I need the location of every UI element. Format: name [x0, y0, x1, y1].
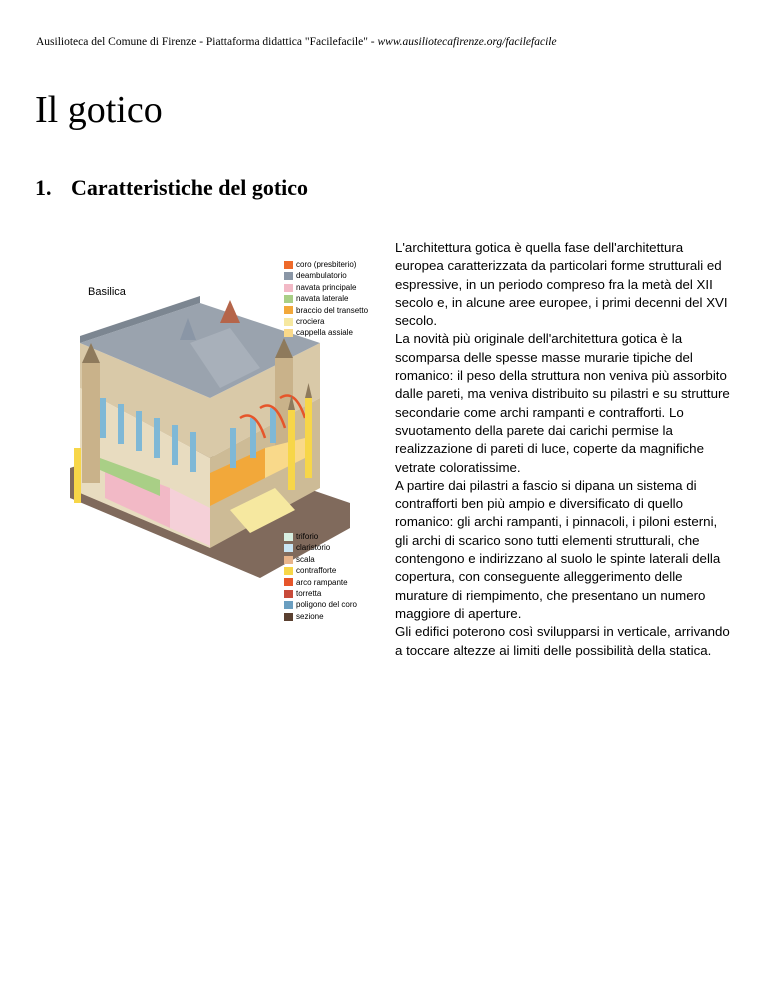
paragraph: L'architettura gotica è quella fase dell'architettura europea caratterizzata da particolari forme strutturali ed espressive, in un periodo compreso fra la metà del XII secolo e, in alcune aree europee, i primi decenni del XVI secolo. — [395, 240, 728, 329]
legend-label: braccio del transetto — [296, 305, 369, 315]
legend-label: arco rampante — [296, 577, 348, 587]
legend-label: navata laterale — [296, 294, 349, 304]
legend-label: triforio — [296, 532, 319, 541]
legend-label: torretta — [296, 589, 322, 599]
legend-item — [284, 305, 368, 316]
legend-label: claristorio — [296, 543, 331, 553]
legend-label: poligono del coro — [296, 600, 357, 610]
legend-swatch — [284, 306, 293, 314]
legend-swatch — [284, 284, 293, 292]
legend-label: sezione — [296, 611, 324, 621]
legend-swatch — [284, 329, 293, 337]
legend-swatch — [284, 544, 293, 552]
legend-item — [284, 259, 368, 270]
section-number: 1. — [35, 175, 52, 200]
legend-item — [284, 611, 357, 622]
legend-swatch — [284, 556, 293, 564]
header-text: Ausilioteca del Comune di Firenze - Piattaforma didattica "Facilefacile" - — [36, 36, 378, 48]
legend-item — [284, 327, 368, 338]
legend-item — [284, 531, 357, 542]
legend-item — [284, 599, 357, 610]
legend-label: deambulatorio — [296, 271, 347, 281]
paragraph: A partire dai pilastri a fascio si dipana un sistema di contrafforti ben più ampio e diversificato di quello romanico: gli archi rampanti, i pinnacoli, i piloni esterni, gli archi di scarico sono tutti elementi strutturali, che contengono e indirizzano al suolo le spinte laterali della copertura, con conseguente alleggerimento delle murature di riempimento, che presentano un numero maggiore di aperture. — [395, 477, 721, 621]
figure-label: Basilica — [88, 286, 126, 298]
legend-item — [284, 282, 368, 293]
legend-item — [284, 270, 368, 281]
body-text — [395, 239, 730, 660]
legend-swatch — [284, 590, 293, 598]
section-heading — [35, 172, 308, 204]
legend-label: crociera — [296, 317, 325, 327]
legend-label: scala — [296, 554, 315, 564]
legend-item — [284, 565, 357, 576]
header-url[interactable]: www.ausiliotecafirenze.org/facilefacile — [377, 36, 557, 48]
legend-item — [284, 577, 357, 588]
legend-swatch — [284, 272, 293, 280]
legend-item — [284, 316, 368, 327]
legend-swatch — [284, 261, 293, 269]
legend-top — [284, 259, 368, 339]
legend-bottom — [284, 531, 357, 622]
legend-swatch — [284, 578, 293, 586]
legend-swatch — [284, 613, 293, 621]
basilica-figure — [60, 248, 380, 628]
legend-item — [284, 542, 357, 553]
legend-swatch — [284, 318, 293, 326]
legend-swatch — [284, 567, 293, 575]
legend-label: navata principale — [296, 282, 357, 292]
legend-item — [284, 293, 368, 304]
page-title: Il gotico — [35, 89, 163, 131]
legend-swatch — [284, 295, 293, 303]
paragraph: La novità più originale dell'architettura gotica è la scomparsa delle spesse masse murarie tipiche del romanico: il peso della struttura non veniva più assorbito dalle pareti, ma veniva distribuito su pilastri e su strutture secondarie come archi rampanti e contrafforti. Lo svuotamento della parete dai carichi permise la realizzazione di pareti di luce, coperte da magnifiche vetrate coloratissime. — [395, 331, 730, 475]
legend-label: cappella assiale — [296, 328, 353, 338]
legend-swatch — [284, 601, 293, 609]
paragraph: Gli edifici poterono così svilupparsi in verticale, arrivando a toccare altezze ai limiti delle possibilità della statica. — [395, 624, 730, 658]
legend-item — [284, 554, 357, 565]
legend-label: coro (presbiterio) — [296, 260, 357, 269]
legend-label: contrafforte — [296, 566, 337, 576]
legend-item — [284, 588, 357, 599]
page-header — [36, 36, 736, 48]
section-title: Caratteristiche del gotico — [71, 175, 309, 200]
legend-swatch — [284, 533, 293, 541]
